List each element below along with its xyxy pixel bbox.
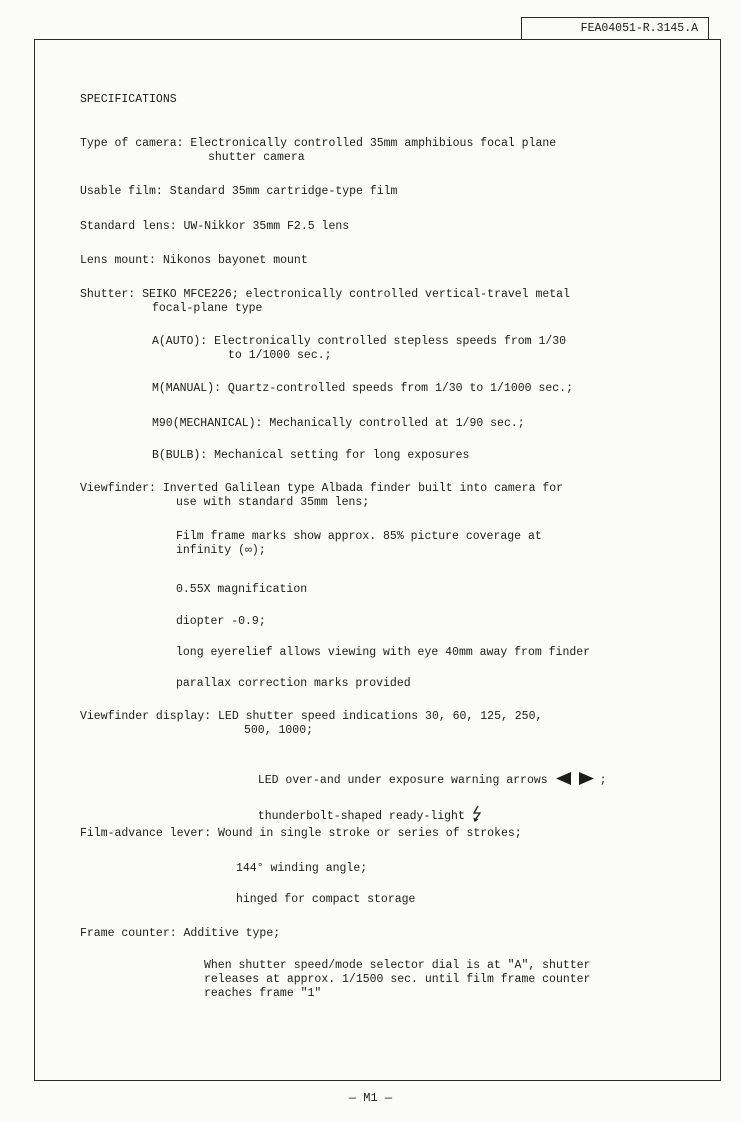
spec-shutter-manual: M(MANUAL): Quartz-controlled speeds from 1/30 to 1/1000 sec.; [152, 382, 573, 395]
document-id: FEA04051-R.3145.A [521, 17, 709, 39]
spec-shutter-cont: focal-plane type [152, 302, 263, 315]
spec-parallax: parallax correction marks provided [176, 677, 411, 690]
spec-frame-counter-note-2: releases at approx. 1/1500 sec. until film frame counter [204, 973, 591, 986]
spec-shutter-auto-cont: to 1/1000 sec.; [228, 349, 332, 362]
spec-led-warning: LED over-and under exposure warning arrows [257, 774, 548, 787]
spec-frame-counter-note-1: When shutter speed/mode selector dial is at "A", shutter [204, 959, 591, 972]
spec-shutter-mechanical: M90(MECHANICAL): Mechanically controlled at 1/90 sec.; [152, 417, 525, 430]
thunderbolt-icon [471, 805, 483, 828]
spec-viewfinder-cont: use with standard 35mm lens; [176, 496, 370, 509]
spec-eyerelief: long eyerelief allows viewing with eye 40mm away from finder [176, 646, 591, 659]
spec-standard-lens: Standard lens: UW-Nikkor 35mm F2.5 lens [80, 220, 350, 233]
spec-frame-counter-note-3: reaches frame "1" [204, 987, 322, 1000]
page-title: SPECIFICATIONS [80, 93, 177, 106]
spec-frame-marks: Film frame marks show approx. 85% picture coverage at [176, 530, 542, 543]
spec-shutter-bulb: B(BULB): Mechanical setting for long exposures [152, 449, 470, 462]
spec-frame-marks-cont: infinity (∞); [176, 544, 266, 557]
left-right-arrows-icon [556, 772, 594, 790]
spec-ready-light-line [244, 791, 483, 828]
spec-winding-angle: 144° winding angle; [236, 862, 368, 875]
spec-hinged: hinged for compact storage [236, 893, 416, 906]
spec-shutter: Shutter: SEIKO MFCE226; electronically controlled vertical-travel metal [80, 288, 570, 301]
page-number: — M1 — [348, 1091, 393, 1105]
spec-frame-counter: Frame counter: Additive type; [80, 927, 281, 940]
spec-led-warning-end: ; [599, 774, 607, 787]
spec-diopter: diopter -0.9; [176, 615, 266, 628]
spec-lens-mount: Lens mount: Nikonos bayonet mount [80, 254, 308, 267]
spec-type-of-camera: Type of camera: Electronically controlled 35mm amphibious focal plane [80, 137, 557, 150]
spec-magnification: 0.55X magnification [176, 583, 308, 596]
spec-shutter-auto: A(AUTO): Electronically controlled stepless speeds from 1/30 [152, 335, 567, 348]
spec-type-of-camera-cont: shutter camera [208, 151, 305, 164]
spec-ready-light: thunderbolt-shaped ready-light [257, 810, 465, 823]
spec-viewfinder-display-cont: 500, 1000; [244, 724, 314, 737]
spec-led-warning-line [244, 758, 607, 790]
spec-film-advance: Film-advance lever: Wound in single stroke or series of strokes; [80, 827, 522, 840]
spec-viewfinder: Viewfinder: Inverted Galilean type Albada finder built into camera for [80, 482, 564, 495]
spec-viewfinder-display: Viewfinder display: LED shutter speed indications 30, 60, 125, 250, [80, 710, 543, 723]
spec-usable-film: Usable film: Standard 35mm cartridge-type film [80, 185, 398, 198]
